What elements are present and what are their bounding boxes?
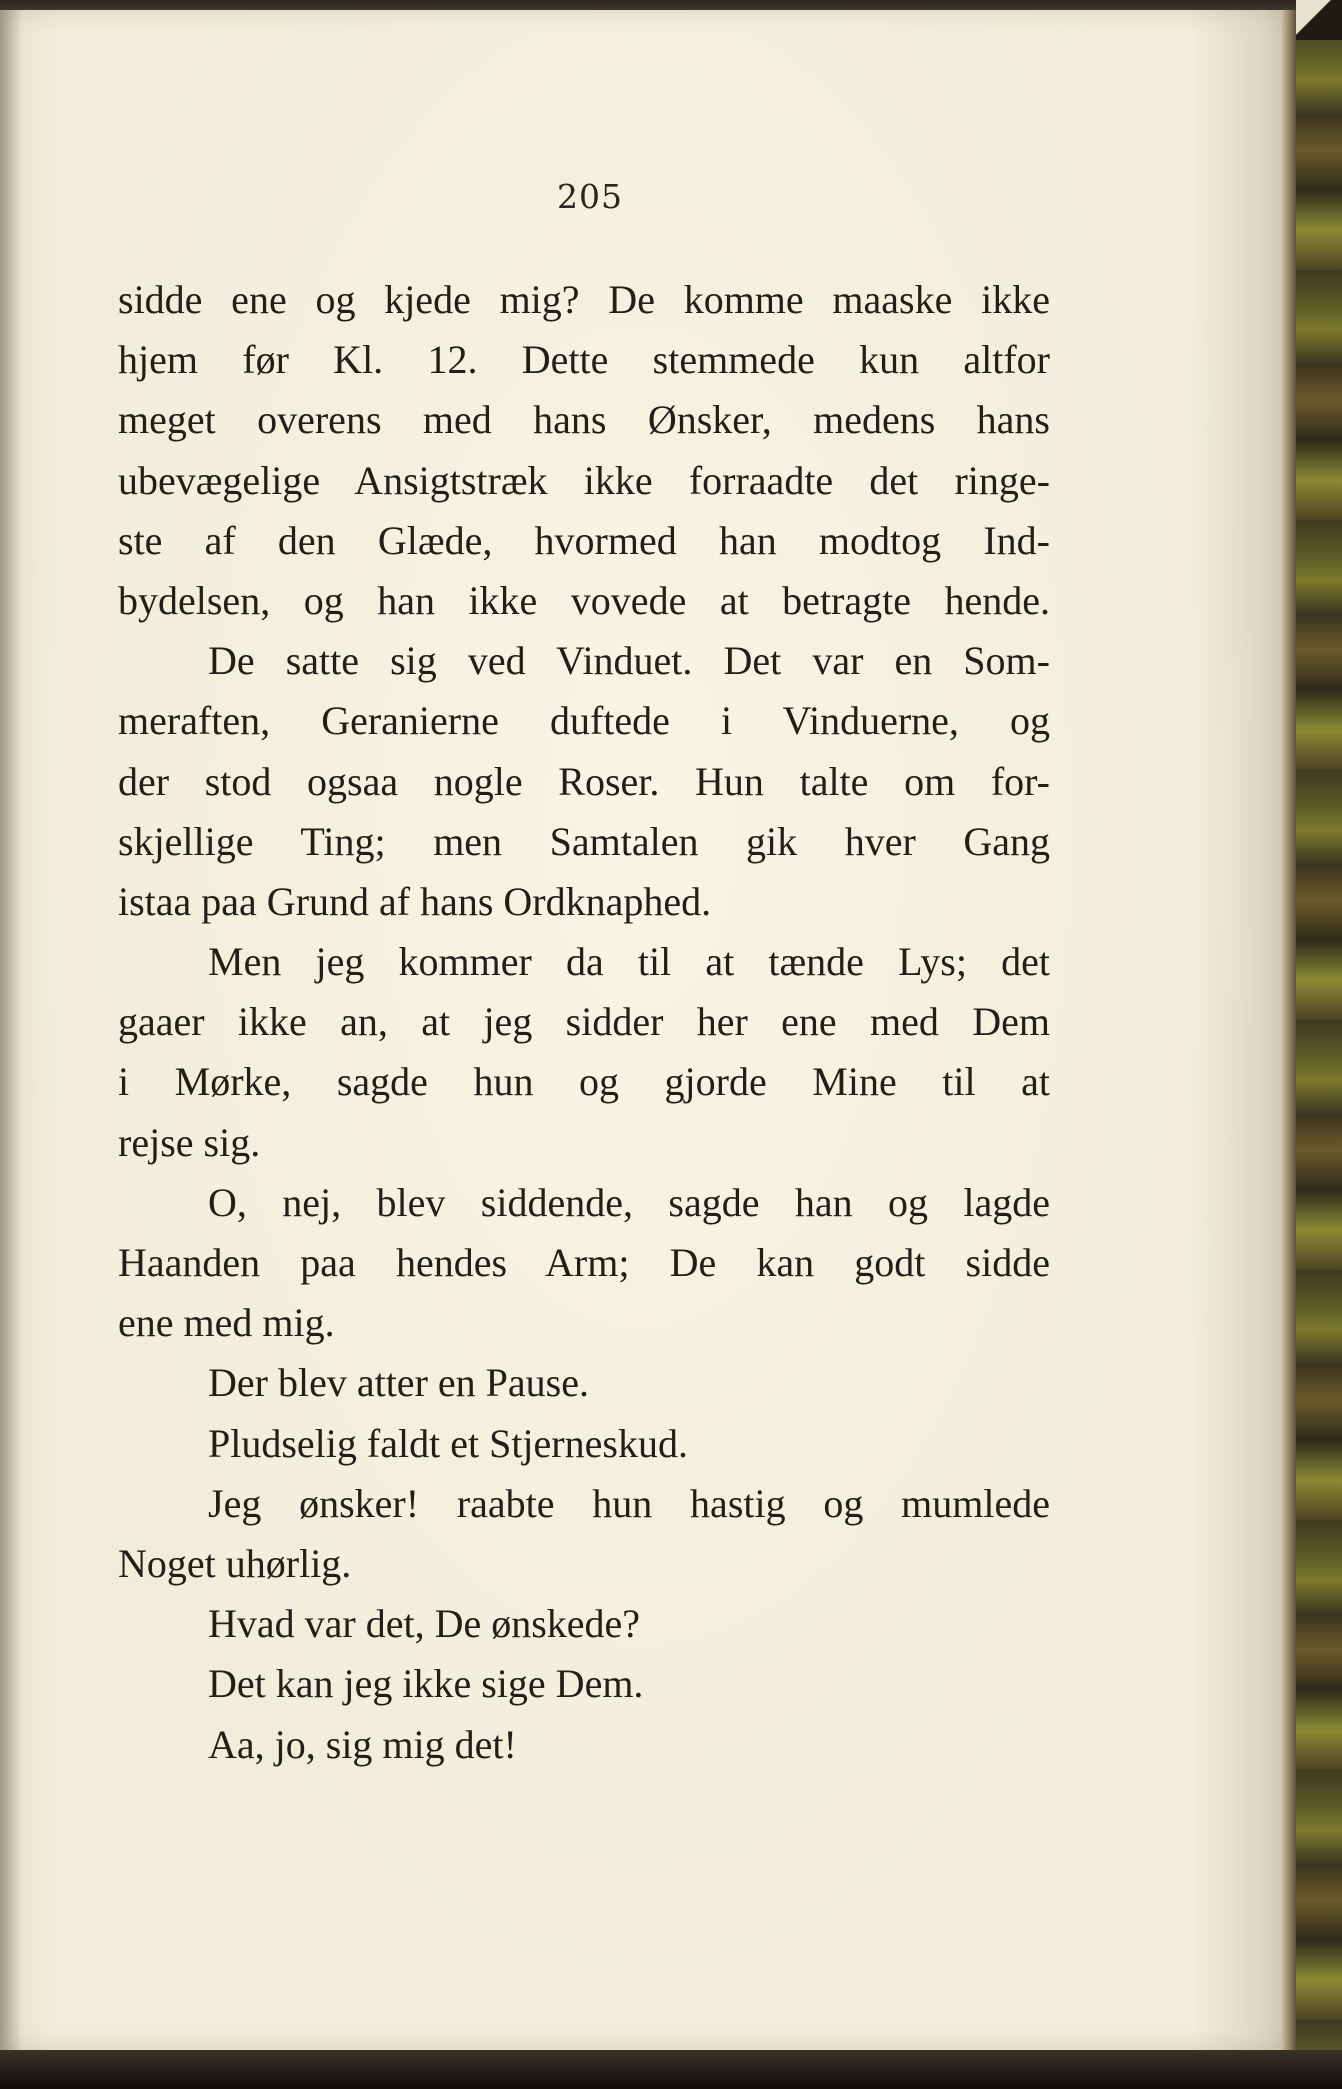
text-line: bydelsen, og han ikke vovede at betragte hende. bbox=[118, 577, 1050, 623]
text-line: meraften, Geranierne duftede i Vinduerne, og bbox=[118, 698, 1050, 744]
text-line: O, nej, blev siddende, sagde han og lagde bbox=[208, 1179, 1050, 1225]
text-line: Noget uhørlig. bbox=[118, 1540, 352, 1586]
page-corner bbox=[1296, 0, 1342, 40]
text-line: Hvad var det, De ønskede? bbox=[208, 1601, 641, 1647]
text-line: i Mørke, sagde hun og gjorde Mine til at bbox=[118, 1059, 1050, 1105]
text-line: gaaer ikke an, at jeg sidder her ene med Dem bbox=[118, 999, 1050, 1045]
gutter-shadow bbox=[0, 10, 22, 2050]
marbled-cover-edge bbox=[1296, 20, 1342, 2060]
scan-bottom-edge bbox=[0, 2050, 1342, 2089]
text-line: Men jeg kommer da til at tænde Lys; det bbox=[208, 939, 1050, 985]
text-line: Pludselig faldt et Stjerneskud. bbox=[208, 1420, 688, 1466]
body-text bbox=[118, 270, 1050, 1775]
text-line: hjem før Kl. 12. Dette stemmede kun altfor bbox=[118, 337, 1050, 383]
page-stack-edge bbox=[1282, 10, 1296, 2050]
text-line: ste af den Glæde, hvormed han modtog Ind- bbox=[118, 517, 1050, 563]
text-line: istaa paa Grund af hans Ordknaphed. bbox=[118, 878, 712, 924]
text-line: Der blev atter en Pause. bbox=[208, 1360, 589, 1406]
text-line: Aa, jo, sig mig det! bbox=[208, 1721, 517, 1767]
text-line: meget overens med hans Ønsker, medens hans bbox=[118, 397, 1050, 443]
text-line: der stod ogsaa nogle Roser. Hun talte om for- bbox=[118, 758, 1050, 804]
text-line: Jeg ønsker! raabte hun hastig og mumlede bbox=[208, 1480, 1050, 1526]
text-line: ubevægelige Ansigtstræk ikke forraadte det ringe- bbox=[118, 457, 1050, 503]
text-line: De satte sig ved Vinduet. Det var en Som- bbox=[208, 638, 1050, 684]
text-line: Det kan jeg ikke sige Dem. bbox=[208, 1661, 644, 1707]
text-line: skjellige Ting; men Samtalen gik hver Gang bbox=[118, 818, 1050, 864]
text-line: Haanden paa hendes Arm; De kan godt sidde bbox=[118, 1240, 1050, 1285]
page-number: 205 bbox=[557, 177, 623, 216]
text-line: rejse sig. bbox=[118, 1119, 261, 1165]
text-line: ene med mig. bbox=[118, 1300, 335, 1346]
text-line: sidde ene og kjede mig? De komme maaske ikke bbox=[118, 277, 1050, 322]
